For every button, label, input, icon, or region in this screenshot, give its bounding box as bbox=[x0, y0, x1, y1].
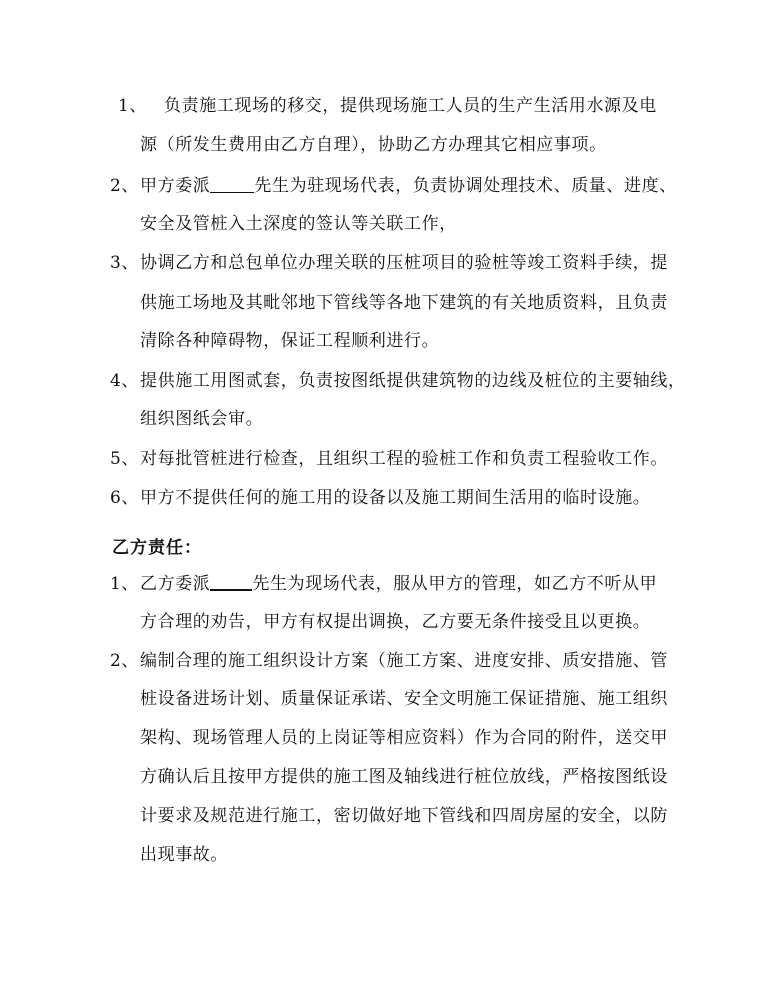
item-continuation bbox=[140, 727, 668, 749]
item-number: 5、 bbox=[110, 449, 140, 469]
item-text: 提供施工用图贰套，负责按图纸提供建筑物的边线及桩位的主要轴线， bbox=[140, 371, 686, 391]
item-continuation bbox=[140, 844, 228, 866]
list-item bbox=[110, 573, 657, 595]
item-text: 供施工场地及其毗邻地下管线等各地下建筑的有关地质资料，且负责 bbox=[140, 293, 668, 313]
item-text: 组织图纸会审。 bbox=[140, 409, 264, 429]
item-number: 2、 bbox=[110, 176, 140, 196]
item-text: 架构、现场管理人员的上岗证等相应资料）作为合同的附件，送交甲 bbox=[140, 728, 668, 748]
item-text: 出现事故。 bbox=[140, 845, 228, 865]
section-heading: 乙方责任： bbox=[112, 538, 202, 558]
item-number: 6、 bbox=[110, 488, 140, 508]
list-item bbox=[110, 448, 668, 470]
item-text: 清除各种障碍物，保证工程顺利进行。 bbox=[140, 331, 440, 351]
item-text: 方合理的劝告，甲方有权提出调换，乙方要无条件接受且以更换。 bbox=[140, 612, 651, 632]
item-continuation bbox=[140, 805, 668, 827]
item-text-post: 先生为现场代表，服从甲方的管理，如乙方不听从甲 bbox=[252, 574, 658, 594]
item-continuation bbox=[140, 330, 439, 352]
item-text: 桩设备进场计划、质量保证承诺、安全文明施工保证措施、施工组织 bbox=[140, 689, 668, 709]
item-text: 负责施工现场的移交，提供现场施工人员的生产生活用水源及电 bbox=[164, 96, 657, 116]
item-text-post: 先生为驻现场代表，负责协调处理技术、质量、进度、 bbox=[254, 176, 677, 196]
list-item bbox=[110, 650, 668, 672]
item-continuation bbox=[140, 766, 668, 788]
item-text: 协调乙方和总包单位办理关联的压桩项目的验桩等竣工资料手续，提 bbox=[140, 253, 668, 273]
item-text: 对每批管桩进行检查，且组织工程的验桩工作和负责工程验收工作。 bbox=[140, 449, 668, 469]
item-number: 4、 bbox=[110, 371, 140, 391]
item-text: 源（所发生费用由乙方自理），协助乙方办理其它相应事项。 bbox=[140, 135, 607, 155]
item-continuation bbox=[140, 408, 263, 430]
item-number: 1、 bbox=[118, 96, 148, 116]
list-item bbox=[118, 95, 657, 117]
name-blank bbox=[210, 573, 252, 591]
item-number: 3、 bbox=[110, 253, 140, 273]
item-text-pre: 乙方委派 bbox=[140, 574, 211, 594]
item-text: 方确认后且按甲方提供的施工图及轴线进行桩位放线，严格按图纸设 bbox=[140, 767, 668, 787]
item-text: 甲方不提供任何的施工用的设备以及施工期间生活用的临时设施。 bbox=[140, 488, 651, 508]
item-text-pre: 甲方委派 bbox=[140, 176, 211, 196]
list-item bbox=[110, 370, 686, 392]
item-text: 计要求及规范进行施工，密切做好地下管线和四周房屋的安全，以防 bbox=[140, 806, 668, 826]
item-continuation bbox=[140, 611, 650, 633]
list-item bbox=[110, 487, 650, 509]
item-number: 2、 bbox=[110, 651, 140, 671]
list-item bbox=[110, 175, 677, 197]
item-text: 安全及管桩入土深度的签认等关联工作， bbox=[140, 214, 457, 234]
item-number: 1、 bbox=[110, 574, 140, 594]
item-text: 编制合理的施工组织设计方案（施工方案、进度安排、质安措施、管 bbox=[140, 651, 668, 671]
item-continuation bbox=[140, 688, 668, 710]
name-blank bbox=[210, 176, 254, 193]
item-continuation bbox=[140, 213, 457, 235]
item-continuation bbox=[140, 292, 668, 314]
list-item bbox=[110, 252, 668, 274]
item-continuation bbox=[140, 134, 607, 156]
